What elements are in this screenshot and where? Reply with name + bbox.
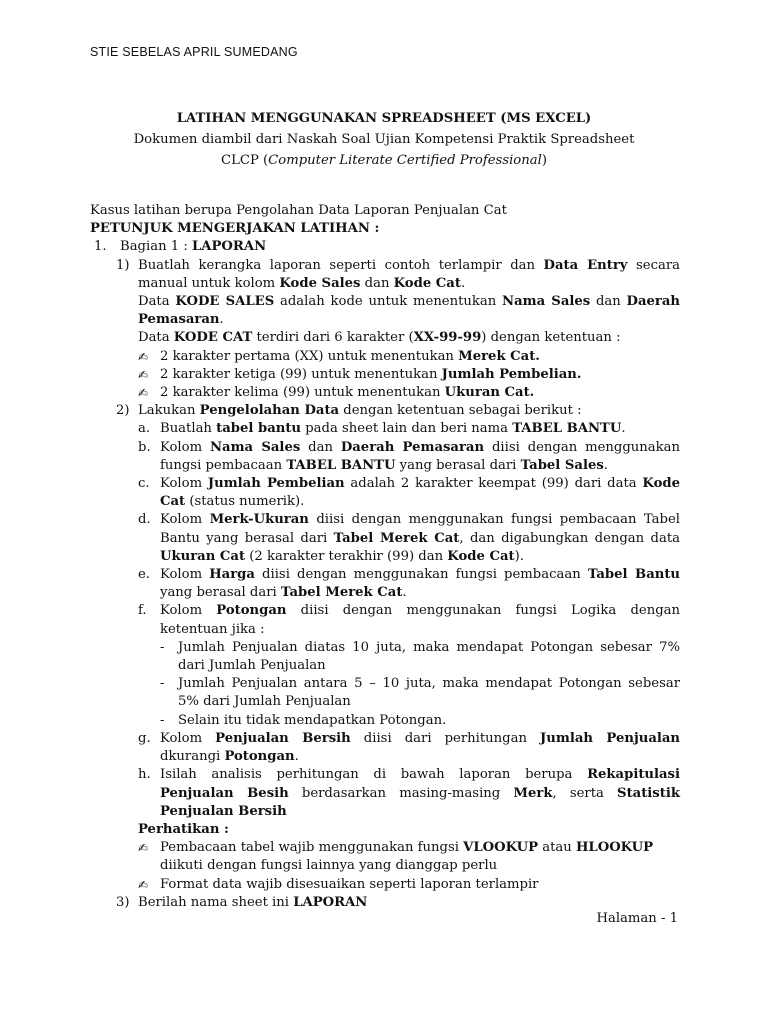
step-1: 1) Buatlah kerangka laporan seperti contoh terlampir dan Data Entry secara manual untuk kolom Kode Sales dan Kode Cat. Data KODE SALES adalah kode untuk menentukan Nama Sales dan Daerah Pemasaran. Data KODE CAT terdiri dari 6 karakter (XX-99-99) dengan ketentuan : ✍ 2 karakter pertama (XX) untuk menentukan Merek Cat. ✍ 2 karakter ketiga (99) untuk menentukan Jumlah Pembelian. ✍ 2 karakter kelima (99) untuk menentukan Ukuran Cat.	[90, 257, 680, 403]
sub-item-g: g. Kolom Penjualan Bersih diisi dari perhitungan Jumlah Penjualan dkurangi Potongan.	[138, 730, 681, 765]
list-item: ✍ Format data wajib disesuaikan seperti laporan terlampir	[138, 876, 680, 894]
list-item: - Jumlah Penjualan diatas 10 juta, maka mendapat Potongan sebesar 7% dari Jumlah Penjualan	[160, 639, 680, 674]
sub-item-a: a. Buatlah tabel bantu pada sheet lain dan beri nama TABEL BANTU.	[138, 421, 626, 437]
list-item: - Selain itu tidak mendapatkan Potongan.	[160, 712, 447, 728]
section-heading: PETUNJUK MENGERJAKAN LATIHAN :	[90, 221, 380, 237]
sub-item-d: d. Kolom Merk-Ukuran diisi dengan menggunakan fungsi pembacaan Tabel Bantu yang berasal dari Tabel Merek Cat, dan digabungkan dengan data Ukuran Cat (2 karakter terakhir (99) dan Kode Cat).	[138, 512, 680, 564]
doc-subtitle-clcp: CLCP (Computer Literate Certified Professional)	[221, 153, 547, 168]
perhatikan-heading: Perhatikan :	[138, 821, 229, 837]
sub-item-f: f. Kolom Potongan diisi dengan menggunakan fungsi Logika dengan ketentuan jika : - Jumlah Penjualan diatas 10 juta, maka mendapat Potongan sebesar 7% dari Jumlah Penjualan - Jumlah Penjualan antara 5 – 10 juta, maka mendapat Potongan sebesar 5% dari Jumlah Penjualan - Selain itu tidak mendapatkan Potongan.	[138, 602, 680, 729]
list-item: ✍ 2 karakter kelima (99) untuk menentukan Ukuran Cat.	[138, 384, 680, 402]
sub-item-c: c. Kolom Jumlah Pembelian adalah 2 karakter keempat (99) dari data Kode Cat (status numerik).	[138, 476, 681, 510]
intro-text: Kasus latihan berupa Pengolahan Data Laporan Penjualan Cat	[90, 203, 507, 218]
writing-hand-icon: ✍	[138, 367, 149, 382]
doc-title: LATIHAN MENGGUNAKAN SPREADSHEET (MS EXCEL)	[176, 111, 592, 126]
list-item-bagian-1: 1. Bagian 1 : LAPORAN	[94, 239, 267, 255]
writing-hand-icon: ✍	[138, 386, 149, 401]
sub-item-b: b. Kolom Nama Sales dan Daerah Pemasaran diisi dengan menggunakan fungsi pembacaan TABEL BANTU yang berasal dari Tabel Sales.	[138, 439, 680, 473]
writing-hand-icon: ✍	[138, 877, 149, 892]
writing-hand-icon: ✍	[138, 841, 149, 856]
step-3: 3) Berilah nama sheet ini LAPORAN	[116, 894, 368, 910]
page-number: Halaman - 1	[596, 911, 678, 926]
list-item: - Jumlah Penjualan antara 5 – 10 juta, maka mendapat Potongan sebesar 5% dari Jumlah Penjualan	[160, 676, 680, 710]
title-block	[0, 108, 768, 171]
sub-item-h: h. Isilah analisis perhitungan di bawah laporan berupa Rekapitulasi Penjualan Besih berdasarkan masing-masing Merk, serta Statistik Penjualan Bersih	[138, 767, 680, 819]
list-item: ✍ Pembacaan tabel wajib menggunakan fungsi VLOOKUP atau HLOOKUP diikuti dengan fungsi lainnya yang dianggap perlu	[138, 839, 680, 875]
list-item: ✍ 2 karakter pertama (XX) untuk menentukan Merek Cat.	[138, 348, 680, 366]
page-header: STIE SEBELAS APRIL SUMEDANG	[90, 45, 298, 59]
sub-item-e: e. Kolom Harga diisi dengan menggunakan fungsi pembacaan Tabel Bantu yang berasal dari Tabel Merek Cat.	[138, 567, 681, 601]
step-2: 2) Lakukan Pengelolahan Data dengan ketentuan sebagai berikut : a. Buatlah tabel bantu pada sheet lain dan beri nama TABEL BANTU. b. Kolom Nama Sales dan Daerah Pemasaran diisi dengan menggunakan fungsi pembacaan TABEL BANTU yang berasal dari Tabel Sales. c. Kolom Jumlah Pembelian adalah 2 karakter keempat (99) dari data Kode Cat (status numerik). d. Kolom Merk-Ukuran diisi dengan menggunakan fungsi pembacaan Tabel Bantu yang berasal dari Tabel Merek Cat, dan digabungkan dengan data Ukuran Cat (2 karakter terakhir (99) dan Kode Cat). e. Kolom Harga diisi dengan menggunakan fungsi pembacaan Tabel Bantu yang berasal dari Tabel Merek Cat. f. Kolom Potongan diisi dengan menggunakan fungsi Logika dengan ketentuan jika : - Jumlah Penjualan diatas 10 juta, maka mendapat Potongan sebesar 7% dari Jumlah Penjualan - Jumlah Penjualan antara 5 – 10 juta, maka mendapat Potongan sebesar 5% dari Jumlah Penjualan - Selain itu tidak mendapatkan Potongan. g. Kolom Penjualan Bersih diisi dari perhitungan Jumlah Penjualan dkurangi Potongan. h. Isilah analisis perhitungan di bawah laporan berupa Rekapitulasi Penjualan Besih berdasarkan masing-masing Merk, serta Statistik Penjualan Bersih Perhatikan : ✍ Pembacaan tabel wajib menggunakan fungsi VLOOKUP atau HLOOKUP diikuti dengan fungsi lainnya yang dianggap perlu ✍ Format data wajib disesuaikan seperti laporan terlampir	[90, 402, 680, 893]
writing-hand-icon: ✍	[138, 349, 149, 364]
list-item: ✍ 2 karakter ketiga (99) untuk menentukan Jumlah Pembelian.	[138, 366, 680, 384]
doc-subtitle: Dokumen diambil dari Naskah Soal Ujian Kompetensi Praktik Spreadsheet	[133, 132, 635, 147]
document-body	[90, 202, 680, 912]
